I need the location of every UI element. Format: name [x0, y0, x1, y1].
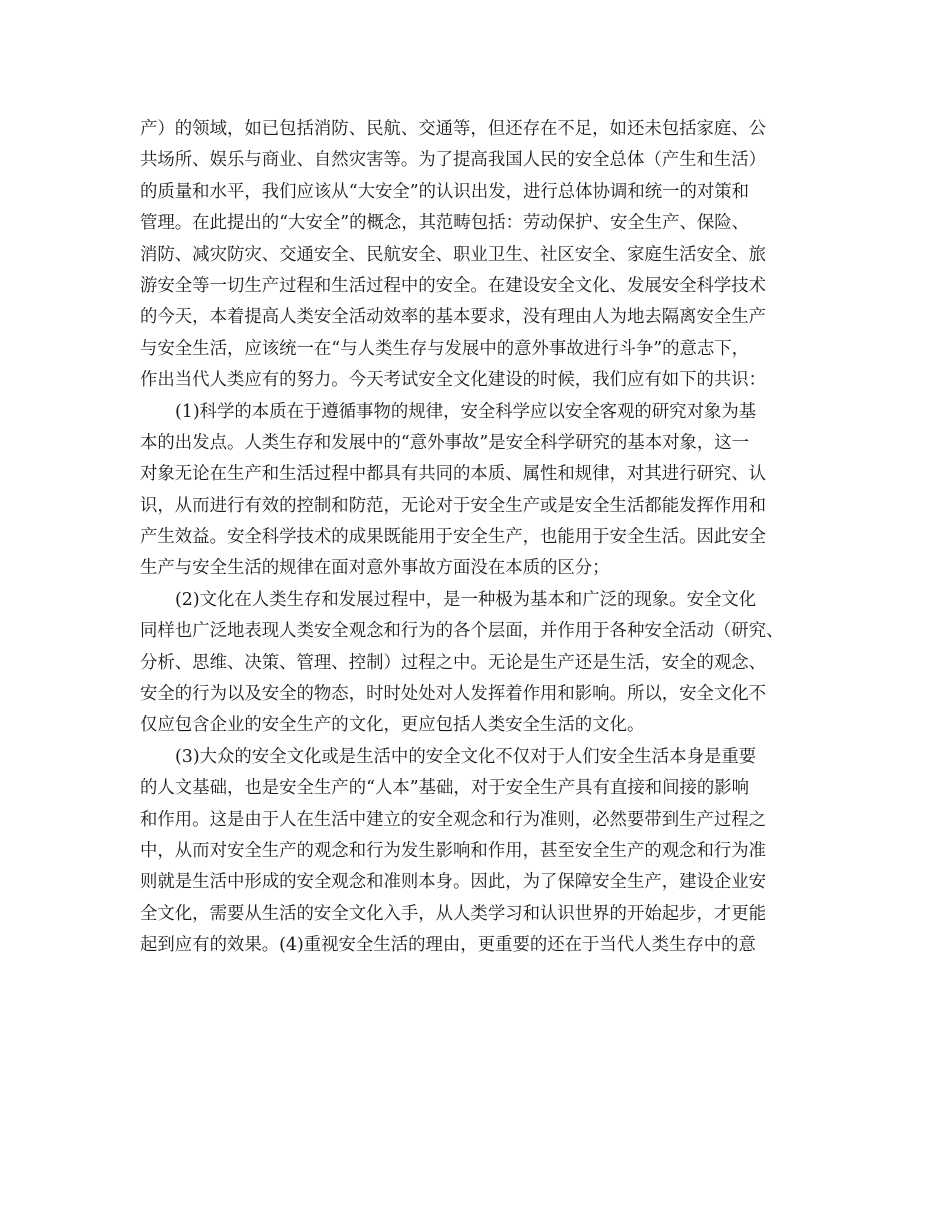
- text-line: 仅应包含企业的安全生产的文化，更应包括人类安全生活的文化。: [140, 715, 645, 736]
- text-line: 本的出发点。人类生存和发展中的“意外事故”是安全科学研究的基本对象，这一: [140, 432, 750, 453]
- paragraph-start-line: (2)文化在人类生存和发展过程中，是一种极为基本和广泛的现象。安全文化: [175, 589, 757, 610]
- text-line: 作出当代人类应有的努力。今天考试安全文化建设的时候，我们应有如下的共识：: [140, 370, 767, 391]
- text-line: 和作用。这是由于人在生活中建立的安全观念和行为准则，必然要带到生产过程之: [140, 809, 767, 830]
- text-line: 的今天，本着提高人类安全活动效率的基本要求，没有理由人为地去隔离安全生产: [140, 307, 767, 328]
- text-line: 分析、思维、决策、管理、控制）过程之中。无论是生产还是生活，安全的观念、: [140, 652, 767, 673]
- text-line: 消防、减灾防灾、交通安全、民航安全、职业卫生、社区安全、家庭生活安全、旅: [140, 244, 767, 265]
- text-line: 起到应有的效果。(4)重视安全生活的理由，更重要的还在于当代人类生存中的意: [140, 935, 756, 956]
- text-line: 对象无论在生产和生活过程中都具有共同的本质、属性和规律，对其进行研究、认: [140, 464, 767, 485]
- text-line: 与安全生活，应该统一在“与人类生存与发展中的意外事故进行斗争”的意志下，: [140, 338, 750, 359]
- text-line: 的人文基础，也是安全生产的“人本”基础，对于安全生产具有直接和间接的影响: [140, 778, 750, 799]
- text-line: 安全的行为以及安全的物态，时时处处对人发挥着作用和影响。所以，安全文化不: [140, 684, 767, 705]
- text-line: 识，从而进行有效的控制和防范，无论对于安全生产或是安全生活都能发挥作用和: [140, 495, 767, 516]
- text-line: 产生效益。安全科学技术的成果既能用于安全生产，也能用于安全生活。因此安全: [140, 527, 767, 548]
- text-line: 的质量和水平，我们应该从“大安全”的认识出发，进行总体协调和统一的对策和: [140, 181, 750, 202]
- body-text: [140, 114, 830, 962]
- text-line: 游安全等一切生产过程和生活过程中的安全。在建设安全文化、发展安全科学技术: [140, 275, 767, 296]
- text-line: 则就是生活中形成的安全观念和准则本身。因此，为了保障安全生产，建设企业安: [140, 872, 767, 893]
- text-line: 共场所、娱乐与商业、自然灾害等。为了提高我国人民的安全总体（产生和生活）: [140, 150, 767, 171]
- text-line: 生产与安全生活的规律在面对意外事故方面没在本质的区分；: [140, 558, 610, 579]
- text-line: 管理。在此提出的“大安全”的概念，其范畴包括：劳动保护、安全生产、保险、: [140, 213, 750, 234]
- text-line: 中，从而对安全生产的观念和行为发生影响和作用，甚至安全生产的观念和行为准: [140, 840, 767, 861]
- paragraph-start-line: (3)大众的安全文化或是生活中的安全文化不仅对于人们安全生活本身是重要: [175, 746, 757, 767]
- text-line: 产）的领域，如已包括消防、民航、交通等，但还存在不足，如还未包括家庭、公: [140, 119, 767, 139]
- paragraph-start-line: (1)科学的本质在于遵循事物的规律，安全科学应以安全客观的研究对象为基: [175, 401, 757, 422]
- text-line: 全文化，需要从生活的安全文化入手，从人类学习和认识世界的开始起步，才更能: [140, 903, 767, 924]
- text-line: 同样也广泛地表现人类安全观念和行为的各个层面，并作用于各种安全活动（研究、: [140, 621, 784, 642]
